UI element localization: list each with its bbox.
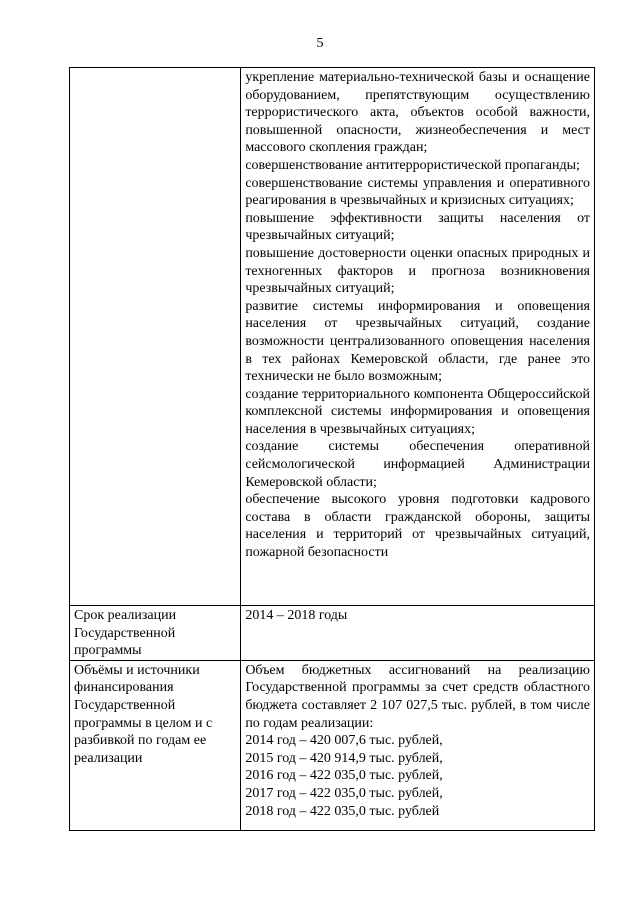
row-label-cell: Срок реализации Государственной программы bbox=[70, 606, 241, 661]
objective-item: создание системы обеспечения оперативной сейсмологической информацией Администрации Кемеровской области; bbox=[245, 439, 590, 490]
row-content-cell bbox=[241, 68, 595, 606]
objective-item: создание территориального компонента Общероссийской комплексной системы информирования и оповещения населения в чрезвычайных ситуациях; bbox=[245, 386, 590, 437]
objective-item: развитие системы информирования и оповещения населения от чрезвычайных ситуаций, создание возможности централизованного оповещения населения в тех районах Кемеровской области, где ранее это технически не было возможным; bbox=[245, 298, 590, 385]
program-passport-table bbox=[69, 67, 595, 831]
implementation-period: 2014 – 2018 годы bbox=[245, 608, 348, 623]
table-row bbox=[70, 660, 595, 830]
table-row bbox=[70, 68, 595, 606]
objective-item: повышение эффективности защиты населения от чрезвычайных ситуаций; bbox=[245, 210, 590, 244]
objective-item: укрепление материально-технической базы и оснащение оборудованием, препятствующим осуществлению террористического акта, объектов особой важности, повышенной опасности, жизнеобеспечения и мест массового скопления граждан; bbox=[245, 70, 590, 156]
funding-year-line: 2016 год – 422 035,0 тыс. рублей, bbox=[245, 768, 443, 784]
table-row bbox=[70, 606, 595, 661]
row-content-cell bbox=[241, 660, 595, 830]
funding-year-line: 2017 год – 422 035,0 тыс. рублей, bbox=[245, 785, 443, 801]
funding-summary: Объем бюджетных ассигнований на реализацию Государственной программы за счет средств областного бюджета составляет 2 107 027,5 тыс. рублей, в том числе по годам реализации: bbox=[245, 662, 590, 731]
row-label-cell: Объёмы и источники финансирования Государственной программы в целом и с разбивкой по годам ее реализации bbox=[70, 660, 241, 830]
row-label-cell bbox=[70, 68, 241, 606]
objective-item: совершенствование антитеррористической пропаганды; bbox=[245, 157, 580, 173]
objective-item: обеспечение высокого уровня подготовки кадрового состава в области гражданской обороны, защиты населения и территорий от чрезвычайных ситуаций, пожарной безопасности bbox=[245, 492, 590, 561]
funding-year-line: 2015 год – 420 914,9 тыс. рублей, bbox=[245, 750, 443, 766]
funding-year-line: 2018 год – 422 035,0 тыс. рублей bbox=[245, 803, 440, 819]
objective-item: повышение достоверности оценки опасных природных и техногенных факторов и прогноза возникновения чрезвычайных ситуаций; bbox=[245, 245, 590, 297]
objective-item: совершенствование системы управления и оперативного реагирования в чрезвычайных и кризисных ситуациях; bbox=[245, 175, 590, 209]
page-number: 5 bbox=[316, 36, 324, 51]
funding-year-line: 2014 год – 420 007,6 тыс. рублей, bbox=[245, 733, 443, 749]
row-content-cell bbox=[241, 606, 595, 661]
